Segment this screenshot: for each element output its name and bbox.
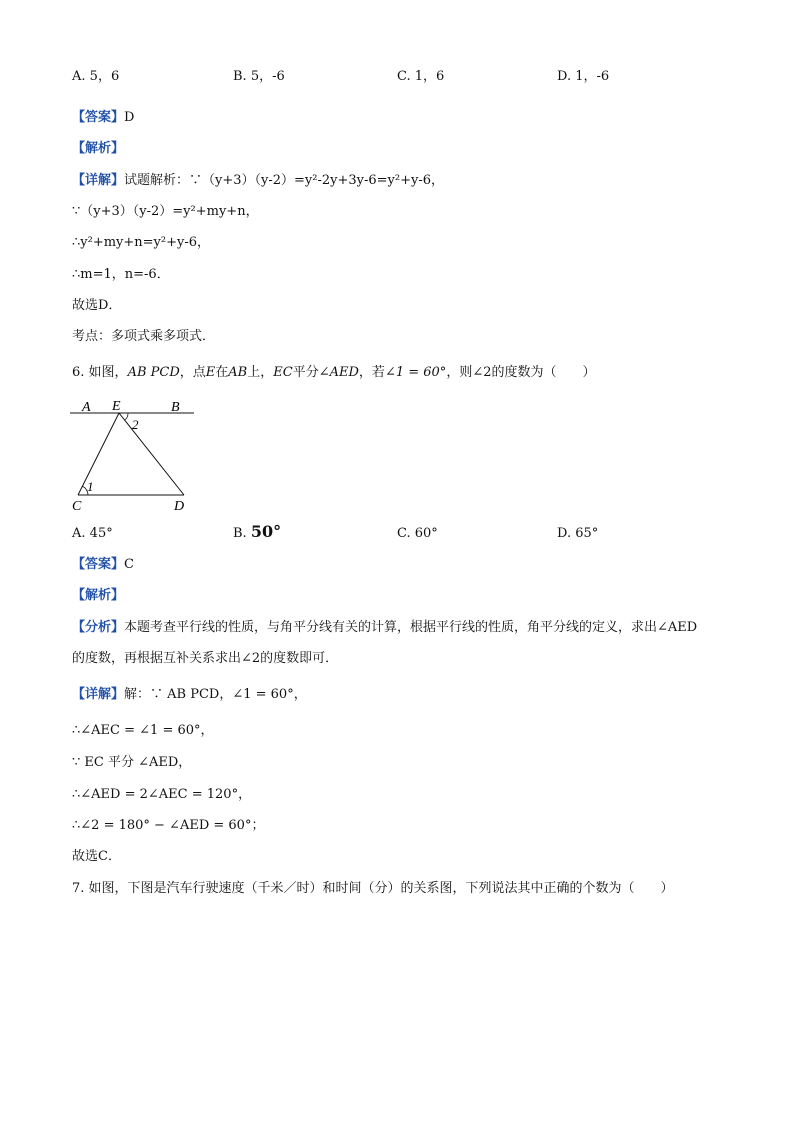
q5-detail-line-2: ∵（y+3）（y-2）=y²+my+n， [72, 204, 259, 219]
q5-analysis-heading [72, 140, 124, 158]
q5-option-c [397, 68, 444, 86]
option-text: 1，-6 [575, 69, 610, 84]
stem-math: AB [228, 365, 248, 380]
detail-tag: 【详解】 [72, 687, 125, 702]
option-letter: A. [72, 526, 86, 541]
q7-stem [72, 880, 674, 898]
q5-option-d [557, 68, 609, 86]
stem-math: EC [273, 365, 293, 380]
label-d: D [174, 499, 185, 514]
q6-detail-line-5: ∴∠2 = 180° − ∠AED = 60°； [72, 818, 265, 833]
option-letter: D. [557, 69, 572, 84]
label-b: B [171, 400, 180, 415]
label-2: 2 [132, 417, 139, 432]
q6-detail-line-4: ∴∠AED = 2∠AEC = 120°， [72, 787, 252, 802]
stem-text: 如图， [88, 365, 128, 380]
q6-option-b [233, 523, 281, 543]
stem-text: 平分 [292, 365, 319, 380]
option-letter: D. [557, 526, 572, 541]
q5-detail-line-4: ∴m=1，n=-6． [72, 267, 170, 282]
detail-text: 试题解析：∵（y+3）（y-2）=y²-2y+3y-6=y²+y-6， [124, 173, 445, 188]
option-text: 5，-6 [250, 69, 285, 84]
stem-text: 在 [215, 365, 229, 380]
segment-ec [78, 413, 119, 495]
stem-text: ，则∠2的度数为（ ） [446, 365, 596, 380]
q6-option-c [397, 525, 438, 543]
segment-ed [119, 413, 184, 495]
label-a: A [82, 400, 91, 415]
stem-math: AB PCD [127, 365, 180, 380]
option-text: 5，6 [89, 69, 120, 84]
q6-option-a [72, 525, 113, 543]
q5-knowledge-point: 考点：多项式乘多项式． [72, 329, 216, 344]
option-letter: A. [72, 69, 86, 84]
q6-analysis-heading [72, 587, 124, 605]
label-c: C [72, 499, 82, 514]
question-number: 7. [72, 881, 85, 896]
q6-detail-line-1 [72, 686, 307, 704]
stem-text: ，若 [358, 365, 385, 380]
stem-text: 如图，下图是汽车行驶速度（千米／时）和时间（分）的关系图，下列说法其中正确的个数为（ ） [88, 881, 674, 896]
q6-fenxi-line-1 [72, 619, 697, 637]
answer-tag: 【答案】 [72, 557, 125, 572]
q6-geometry-figure [66, 394, 200, 516]
q6-option-d [557, 525, 598, 543]
angle-2-arc [125, 413, 128, 420]
q5-detail-line-1 [72, 172, 444, 190]
option-letter: C. [397, 526, 411, 541]
question-number: 6. [72, 365, 85, 380]
q6-conclusion: 故选C． [72, 849, 121, 864]
label-e: E [112, 399, 121, 414]
option-letter: C. [397, 69, 411, 84]
option-text: 50° [250, 522, 282, 541]
q5-detail-line-3: ∴y²+my+n=y²+y-6， [72, 235, 211, 250]
label-1: 1 [87, 479, 94, 494]
analysis-tag: 【解析】 [72, 141, 125, 156]
stem-text: 上， [247, 365, 274, 380]
fenxi-tag: 【分析】 [72, 620, 125, 635]
q6-stem [72, 364, 595, 382]
detail-tag: 【详解】 [72, 173, 125, 188]
option-text: 60° [414, 526, 438, 541]
option-letter: B. [233, 526, 247, 541]
q5-option-b [233, 68, 285, 86]
q5-option-a [72, 68, 119, 86]
q6-detail-line-3: ∵ EC 平分 ∠AED， [72, 755, 192, 770]
analysis-tag: 【解析】 [72, 588, 125, 603]
option-text: 1，6 [414, 69, 445, 84]
q5-conclusion: 故选D． [72, 298, 122, 313]
detail-text: 解：∵ AB PCD，∠1 = 60°， [124, 687, 307, 702]
option-letter: B. [233, 69, 247, 84]
option-text: 65° [575, 526, 599, 541]
q6-detail-line-2: ∴∠AEC = ∠1 = 60°， [72, 723, 214, 738]
answer-tag: 【答案】 [72, 110, 125, 125]
stem-text: ，点 [179, 365, 206, 380]
q6-fenxi-line-2: 的度数，再根据互补关系求出∠2的度数即可． [72, 651, 339, 666]
answer-value: C [124, 557, 134, 572]
q5-answer [72, 109, 134, 127]
fenxi-text: 本题考查平行线的性质，与角平分线有关的计算，根据平行线的性质，角平分线的定义，求出∠AED [124, 620, 698, 635]
q6-answer [72, 556, 134, 574]
answer-value: D [124, 110, 135, 125]
option-text: 45° [89, 526, 113, 541]
stem-math: E [205, 365, 216, 380]
stem-math: ∠1 = 60° [384, 365, 447, 380]
stem-math: ∠AED [318, 365, 359, 380]
